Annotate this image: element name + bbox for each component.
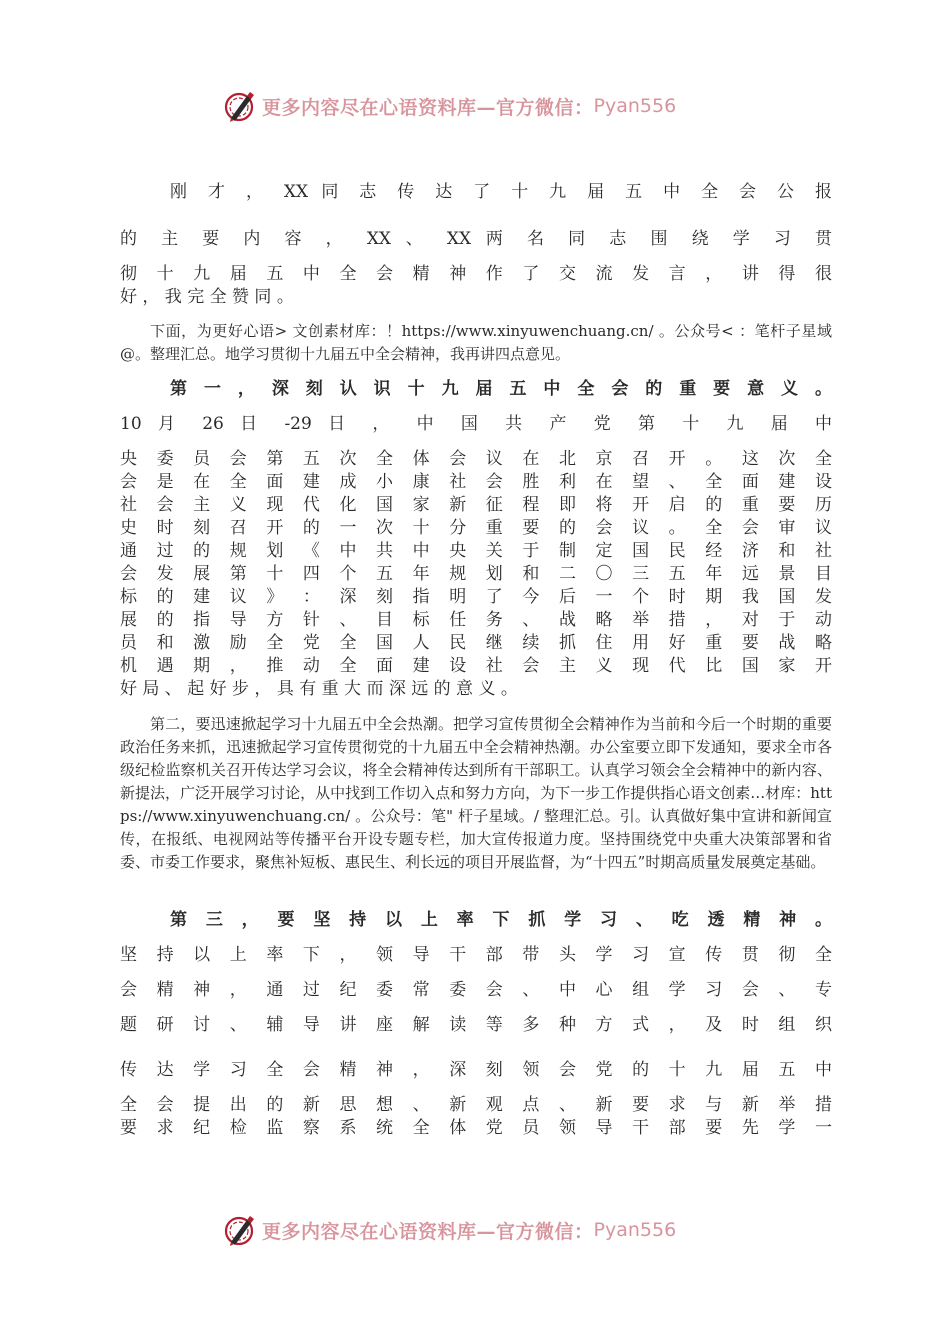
text-line: 史 时 刻 召 开 的 一 次 十 分 重 要 的 会 议 。 全 会 审 议 <box>120 518 832 538</box>
header-banner <box>222 86 742 126</box>
paragraph-section-2: 第二，要迅速掀起学习十九届五中全会热潮。把学习宣传贯彻全会精神作为当前和今后一个时期的重要政治任务来抓，迅速掀起学习宣传贯彻党的十九届五中全会精神热潮。办公室要立即下发通知，要求全市各级纪检监察机关召开传达学习会议，将全会精神传达到所有干部职工。认真学习领会全会精神中的新内容、新提法，广泛开展学习讨论，从中找到工作切入点和努力方向，为下一步工作提供指心语文创素…材库：https://www.xinyuwenchuang.cn/ 。公众号：笔" 杆子星域。/ 整理汇总。引。认真做好集中宣讲和新闻宣传，在报纸、电视网站等传播平台开设专题专栏，加大宣传报道力度。坚持围绕党中央重大决策部署和省委、市委工作要求，聚焦补短板、惠民生、利长远的项目开展监督，为“十四五”时期高质量发展奠定基础。 <box>120 715 832 871</box>
banner-text: 更多内容尽在心语资料库—官方微信： <box>262 1220 594 1243</box>
text-line: 社 会 主 义 现 代 化 国 家 新 征 程 即 将 开 启 的 重 要 历 <box>120 495 832 515</box>
text-line: 题 研 讨 、 辅 导 讲 座 解 读 等 多 种 方 式 ， 及 时 组 织 <box>120 1015 832 1035</box>
section-heading-1: 第 一 ， 深 刻 认 识 十 九 届 五 中 全 会 的 重 要 意 义 。 <box>170 379 832 399</box>
banner-wechat-id: Pyan556 <box>593 95 677 117</box>
text-line: 传 达 学 习 全 会 精 神 ， 深 刻 领 会 党 的 十 九 届 五 中 <box>120 1060 832 1080</box>
text-line: 好 ， 我 完 全 赞 同 。 <box>120 287 294 307</box>
text-line: 好 局 、 起 好 步 ， 具 有 重 大 而 深 远 的 意 义 。 <box>120 679 518 699</box>
text-line: 会 是 在 全 面 建 成 小 康 社 会 胜 利 在 望 、 全 面 建 设 <box>120 472 832 492</box>
text-line: 坚 持 以 上 率 下 ， 领 导 干 部 带 头 学 习 宣 传 贯 彻 全 <box>120 945 832 965</box>
section-heading-3: 第 三 ， 要 坚 持 以 上 率 下 抓 学 习 、 吃 透 精 神 。 <box>170 910 832 930</box>
text-line: 机 遇 期 ， 推 动 全 面 建 设 社 会 主 义 现 代 比 国 家 开 <box>120 656 832 676</box>
banner-text: 更多内容尽在心语资料库—官方微信： <box>262 96 594 119</box>
text-line: 彻 十 九 届 五 中 全 会 精 神 作 了 交 流 发 言 ， 讲 得 很 <box>120 264 832 284</box>
text-line: 展 的 指 导 方 针 、 目 标 任 务 、 战 略 举 措 ， 对 于 动 <box>120 610 832 630</box>
pen-logo-icon <box>222 1212 258 1248</box>
text-line: 员 和 激 励 全 党 全 国 人 民 继 续 抓 住 用 好 重 要 战 略 <box>120 633 832 653</box>
banner-wechat-id: Pyan556 <box>593 1219 677 1241</box>
text-line: 会 精 神 ， 通 过 纪 委 常 委 会 、 中 心 组 学 习 会 、 专 <box>120 980 832 1000</box>
pen-logo-icon <box>222 88 258 124</box>
text-line: 刚 才 ， XX 同 志 传 达 了 十 九 届 五 中 全 会 公 报 <box>170 182 832 202</box>
text-line: 标 的 建 议 》 ： 深 刻 指 明 了 今 后 一 个 时 期 我 国 发 <box>120 587 832 607</box>
text-line: 全 会 提 出 的 新 思 想 、 新 观 点 、 新 要 求 与 新 举 措 <box>120 1095 832 1115</box>
text-line: 要 求 纪 检 监 察 系 统 全 体 党 员 领 导 干 部 要 先 学 一 <box>120 1118 832 1138</box>
footer-banner <box>222 1210 742 1250</box>
text-line: 的 主 要 内 容 ， XX 、 XX 两 名 同 志 围 绕 学 习 贯 <box>120 229 832 249</box>
text-line: 会 发 展 第 十 四 个 五 年 规 划 和 二 〇 三 五 年 远 景 目 <box>120 564 832 584</box>
paragraph-intro: 下面，为更好心语> 文创素材库：！https://www.xinyuwenchuang.cn/ 。公众号< ：笔杆子星域@。整理汇总。地学习贯彻十九届五中全会精神，我再讲四点意见。 <box>120 322 832 363</box>
text-line: 央 委 员 会 第 五 次 全 体 会 议 在 北 京 召 开 。 这 次 全 <box>120 449 832 469</box>
text-line: 通 过 的 规 划 《 中 共 中 央 关 于 制 定 国 民 经 济 和 社 <box>120 541 832 561</box>
text-line: 10 月 26 日 -29 日 ， 中 国 共 产 党 第 十 九 届 中 <box>120 414 832 434</box>
